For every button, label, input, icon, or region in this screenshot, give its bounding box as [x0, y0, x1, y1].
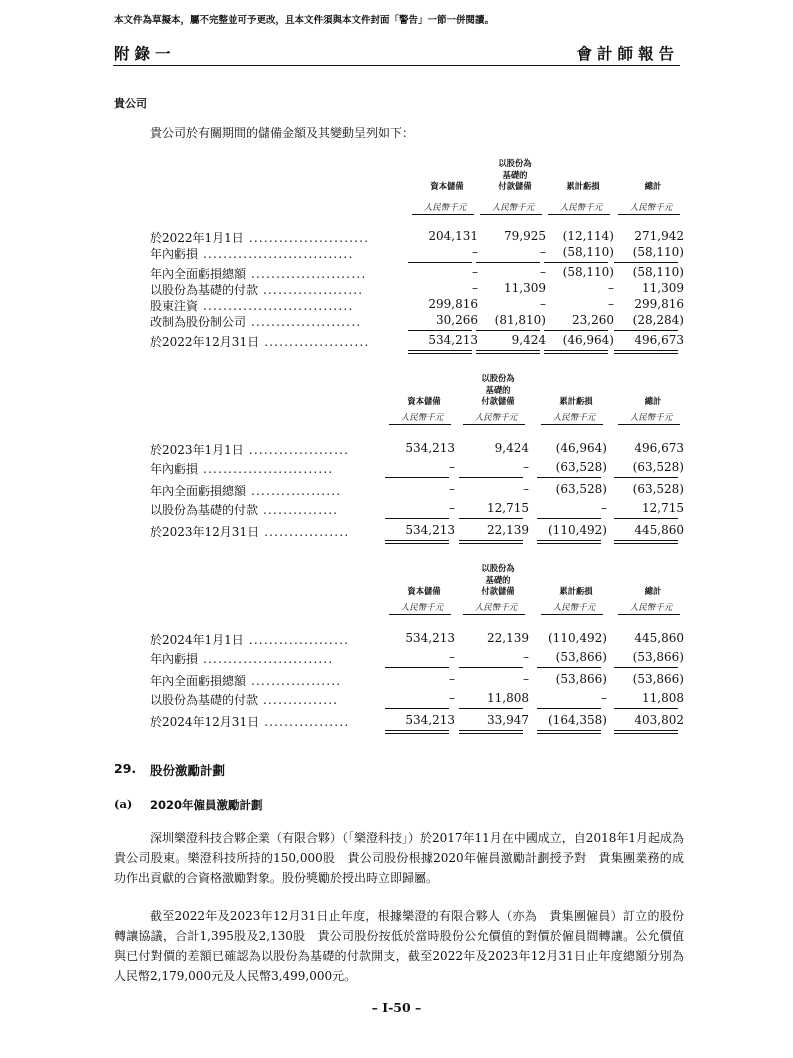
- table-cell: 23,260: [572, 313, 614, 327]
- column-header: 總計: [644, 586, 662, 596]
- column-header: 以股份為 基礎的 付款儲備: [481, 373, 515, 406]
- column-unit: 人民幣千元: [552, 413, 596, 423]
- row-label: 以股份為基礎的付款 ...............: [150, 503, 339, 517]
- table-cell: (164,358): [548, 713, 607, 727]
- column-unit: 人民幣千元: [400, 413, 444, 423]
- column-unit: 人民幣千元: [629, 413, 673, 423]
- table-cell: (46,964): [562, 333, 614, 347]
- column-header-rule: [618, 214, 680, 215]
- table-cell: 534,213: [405, 713, 455, 727]
- table-cell: (58,110): [632, 265, 684, 279]
- column-header: 資本儲備: [407, 586, 441, 596]
- subtotal-rule: [544, 330, 608, 331]
- table-cell: 299,816: [428, 297, 478, 311]
- subtotal-rule: [537, 518, 601, 519]
- column-header-rule: [463, 614, 525, 615]
- subtotal-rule: [614, 667, 678, 668]
- table-cell: (53,866): [555, 650, 607, 664]
- subtotal-rule: [476, 262, 540, 263]
- column-header-rule: [541, 614, 603, 615]
- row-label: 改制為股份制公司 ......................: [150, 315, 362, 329]
- subtotal-rule: [385, 708, 449, 709]
- column-unit: 人民幣千元: [491, 203, 535, 213]
- table-cell: 534,213: [405, 441, 455, 455]
- subtotal-rule: [537, 708, 601, 709]
- table-cell: 271,942: [634, 229, 684, 243]
- row-label: 於2024年1月1日 ....................: [150, 633, 350, 647]
- section-29-title: 股份激勵計劃: [150, 763, 226, 778]
- table-cell: –: [540, 297, 546, 311]
- table-cell: –: [601, 501, 607, 515]
- subtotal-rule: [459, 708, 523, 709]
- appendix-title: 附錄一: [114, 45, 176, 63]
- table-cell: 204,131: [428, 229, 478, 243]
- column-unit: 人民幣千元: [474, 413, 518, 423]
- row-label: 年內虧損 ..........................: [150, 652, 334, 666]
- table-cell: 445,860: [634, 523, 684, 537]
- subtotal-rule: [544, 262, 608, 263]
- column-header: 以股份為 基礎的 付款儲備: [481, 563, 515, 596]
- table-cell: (53,866): [555, 672, 607, 686]
- table-cell: 403,802: [634, 713, 684, 727]
- table-cell: –: [449, 460, 455, 474]
- table-cell: 534,213: [428, 333, 478, 347]
- column-header-rule: [463, 424, 525, 425]
- subtotal-rule: [385, 518, 449, 519]
- table-cell: (58,110): [562, 265, 614, 279]
- table-cell: –: [449, 482, 455, 496]
- column-header-rule: [548, 214, 610, 215]
- report-title: 會計師報告: [576, 45, 679, 63]
- column-unit: 人民幣千元: [629, 603, 673, 613]
- total-double-rule: [459, 540, 523, 544]
- table-cell: 534,213: [405, 523, 455, 537]
- table-cell: –: [472, 265, 478, 279]
- table-cell: 299,816: [634, 297, 684, 311]
- row-label: 以股份為基礎的付款 ...............: [150, 693, 339, 707]
- total-double-rule: [537, 540, 601, 544]
- subtotal-rule: [459, 667, 523, 668]
- table-cell: (63,528): [632, 482, 684, 496]
- table-cell: (63,528): [632, 460, 684, 474]
- subtotal-rule: [614, 262, 678, 263]
- table-cell: 496,673: [634, 441, 684, 455]
- total-double-rule: [408, 350, 472, 354]
- table-cell: (58,110): [632, 245, 684, 259]
- column-unit: 人民幣千元: [400, 603, 444, 613]
- column-unit: 人民幣千元: [559, 203, 603, 213]
- table-cell: –: [608, 297, 614, 311]
- section-29-number: 29.: [114, 761, 137, 776]
- table-cell: –: [449, 650, 455, 664]
- column-header-rule: [389, 614, 451, 615]
- total-double-rule: [385, 540, 449, 544]
- column-header: 總計: [644, 396, 662, 406]
- table-cell: 445,860: [634, 631, 684, 645]
- subsection-a-label: (a): [114, 797, 133, 811]
- column-header: 資本儲備: [407, 396, 441, 406]
- subtotal-rule: [385, 477, 449, 478]
- draft-warning: 本文件為草擬本，屬不完整並可予更改，且本文件須與本文件封面「警告」一節一併閱讀。: [114, 15, 495, 26]
- subtotal-rule: [614, 330, 678, 331]
- column-header: 累計虧損: [559, 396, 593, 406]
- table-cell: (81,810): [494, 313, 546, 327]
- table-cell: (12,114): [562, 229, 614, 243]
- table-cell: –: [449, 691, 455, 705]
- table-cell: 79,925: [504, 229, 546, 243]
- row-label: 年內全面虧損總額 ..................: [150, 674, 342, 688]
- section-title: 貴公司: [114, 97, 147, 110]
- table-cell: (28,284): [632, 313, 684, 327]
- table-cell: 12,715: [642, 501, 684, 515]
- subtotal-rule: [614, 518, 678, 519]
- table-cell: (58,110): [562, 245, 614, 259]
- table-cell: –: [449, 501, 455, 515]
- table-cell: 9,424: [494, 441, 529, 455]
- column-header-rule: [480, 214, 542, 215]
- table-cell: –: [601, 691, 607, 705]
- subtotal-rule: [459, 477, 523, 478]
- page-number: – I-50 –: [371, 1000, 422, 1015]
- total-double-rule: [544, 350, 608, 354]
- table-cell: –: [472, 245, 478, 259]
- table-cell: –: [523, 650, 529, 664]
- column-unit: 人民幣千元: [629, 203, 673, 213]
- row-label: 於2024年12月31日 .................: [150, 715, 350, 729]
- subtotal-rule: [408, 330, 472, 331]
- table-cell: 22,139: [487, 631, 529, 645]
- subtotal-rule: [476, 330, 540, 331]
- column-header: 累計虧損: [559, 586, 593, 596]
- column-header: 資本儲備: [430, 181, 464, 191]
- subtotal-rule: [614, 477, 678, 478]
- subtotal-rule: [385, 667, 449, 668]
- total-double-rule: [614, 350, 678, 354]
- row-label: 於2022年12月31日 .....................: [150, 335, 370, 349]
- intro-text: 貴公司於有關期間的儲備金額及其變動呈列如下：: [150, 126, 415, 140]
- table-cell: –: [523, 460, 529, 474]
- row-label: 於2023年1月1日 ....................: [150, 443, 350, 457]
- total-double-rule: [385, 730, 449, 734]
- total-double-rule: [537, 730, 601, 734]
- table-cell: 11,808: [642, 691, 684, 705]
- table-cell: 12,715: [487, 501, 529, 515]
- table-cell: (53,866): [632, 672, 684, 686]
- total-double-rule: [476, 350, 540, 354]
- column-header-rule: [618, 614, 680, 615]
- table-cell: 30,266: [436, 313, 478, 327]
- table-cell: 496,673: [634, 333, 684, 347]
- table-cell: –: [472, 281, 478, 295]
- column-header-rule: [412, 214, 474, 215]
- table-cell: 11,309: [642, 281, 684, 295]
- row-label: 年內虧損 ..........................: [150, 462, 334, 476]
- total-double-rule: [459, 730, 523, 734]
- table-cell: (46,964): [555, 441, 607, 455]
- table-cell: 9,424: [511, 333, 546, 347]
- subtotal-rule: [537, 477, 601, 478]
- table-cell: (63,528): [555, 482, 607, 496]
- column-unit: 人民幣千元: [423, 203, 467, 213]
- table-cell: 11,808: [487, 691, 529, 705]
- table-cell: (110,492): [548, 523, 607, 537]
- header-rule: [113, 65, 680, 66]
- subsection-a-title: 2020年僱員激勵計劃: [150, 798, 263, 812]
- column-header-rule: [541, 424, 603, 425]
- row-label: 年內全面虧損總額 ..................: [150, 484, 342, 498]
- table-cell: –: [608, 281, 614, 295]
- table-cell: –: [523, 672, 529, 686]
- table-cell: –: [523, 482, 529, 496]
- table-cell: –: [540, 245, 546, 259]
- column-header-rule: [389, 424, 451, 425]
- table-cell: 11,309: [504, 281, 546, 295]
- subtotal-rule: [459, 518, 523, 519]
- row-label: 年內虧損 ..............................: [150, 247, 354, 261]
- table-cell: 534,213: [405, 631, 455, 645]
- table-cell: –: [449, 672, 455, 686]
- table-cell: (63,528): [555, 460, 607, 474]
- table-cell: –: [540, 265, 546, 279]
- total-double-rule: [614, 730, 678, 734]
- row-label: 於2022年1月1日 ........................: [150, 231, 370, 245]
- column-header: 總計: [644, 181, 662, 191]
- row-label: 於2023年12月31日 .................: [150, 525, 350, 539]
- table-cell: (53,866): [632, 650, 684, 664]
- row-label: 以股份為基礎的付款 ....................: [150, 283, 364, 297]
- row-label: 股東注資 ..............................: [150, 299, 354, 313]
- column-header: 以股份為 基礎的 付款儲備: [498, 158, 532, 191]
- column-header-rule: [618, 424, 680, 425]
- table-cell: (110,492): [548, 631, 607, 645]
- total-double-rule: [614, 540, 678, 544]
- column-header: 累計虧損: [566, 181, 600, 191]
- paragraph-2: 截至2022年及2023年12月31日止年度，根據樂澄的有限合夥人（亦為 貴集團僱員）訂立的股份轉讓協議，合計1,395股及2,130股 貴公司股份按低於當時股份公允價值的對價於僱員間轉讓。公允價值與已付對價的差額已確認為以股份為基礎的付款開支，截至2022年及2023年12月31日止年度總額分別為人民幣2,179,000元及人民幣3,499,000元。: [114, 909, 684, 983]
- row-label: 年內全面虧損總額 .......................: [150, 267, 367, 281]
- paragraph-1: 深圳樂澄科技合夥企業（有限合夥）（「樂澄科技」）於2017年11月在中國成立，自2018年1月起成為 貴公司股東。樂澄科技所持的150,000股 貴公司股份根據2020年僱員激勵計劃授予對 貴集團業務的成功作出貢獻的合資格激勵對象。股份獎勵於授出時立即歸屬。: [114, 831, 697, 885]
- column-unit: 人民幣千元: [552, 603, 596, 613]
- subtotal-rule: [537, 667, 601, 668]
- subtotal-rule: [408, 262, 472, 263]
- subtotal-rule: [614, 708, 678, 709]
- table-cell: 22,139: [487, 523, 529, 537]
- column-unit: 人民幣千元: [474, 603, 518, 613]
- table-cell: 33,947: [487, 713, 529, 727]
